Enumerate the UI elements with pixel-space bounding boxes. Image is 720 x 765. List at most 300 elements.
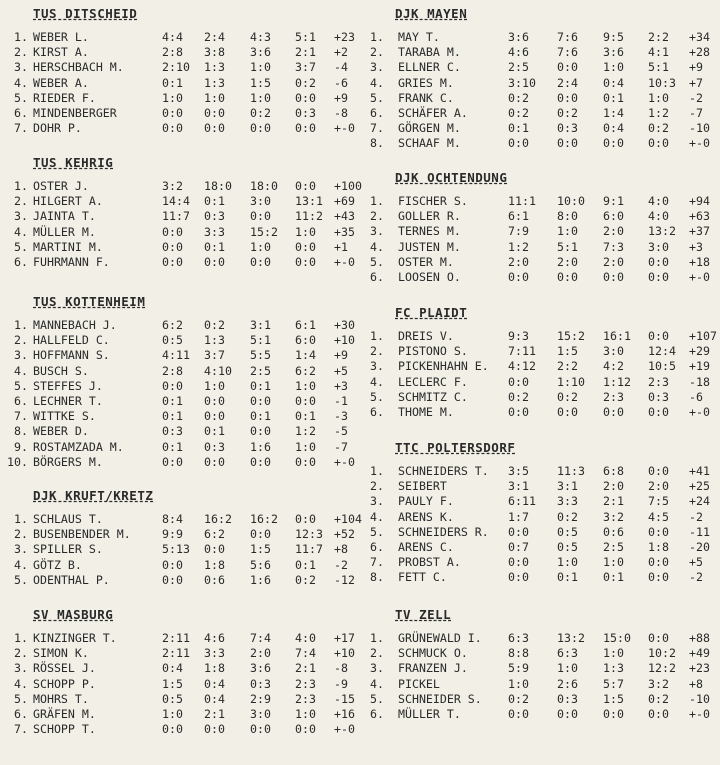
player-name: GOLLER R. xyxy=(398,209,461,224)
player-name: WEBER A. xyxy=(33,75,89,90)
player-rank: 2. xyxy=(14,333,28,348)
player-name: PISTONO S. xyxy=(398,344,468,359)
player-name: GÖTZ B. xyxy=(33,557,82,572)
player-row xyxy=(362,570,720,585)
score-2: 0:4 xyxy=(204,691,225,706)
score-1: 0:0 xyxy=(162,254,183,269)
point-diff: +9 xyxy=(689,60,703,75)
score-1: 0:0 xyxy=(162,224,183,239)
score-1: 0:0 xyxy=(162,722,183,737)
player-name: ELLNER C. xyxy=(398,60,461,75)
score-2: 1:8 xyxy=(204,557,225,572)
player-name: TERNES M. xyxy=(398,224,461,239)
point-diff: -4 xyxy=(334,60,348,75)
score-1: 11:1 xyxy=(508,194,536,208)
player-name: LECLERC F. xyxy=(398,374,468,389)
point-diff: +35 xyxy=(334,224,355,239)
player-row xyxy=(0,45,360,60)
player-rank: 3. xyxy=(14,661,28,676)
score-3: 2:0 xyxy=(603,479,624,494)
player-rank: 3. xyxy=(14,60,28,75)
score-2: 0:0 xyxy=(204,722,225,737)
player-rank: 4. xyxy=(14,363,28,378)
score-2: 0:6 xyxy=(204,572,225,587)
score-4: 0:1 xyxy=(295,557,316,572)
score-3: 9:1 xyxy=(603,194,624,208)
point-diff: -12 xyxy=(334,572,355,587)
point-diff: -6 xyxy=(689,389,703,404)
player-name: SCHNEIDERS T. xyxy=(398,464,489,478)
player-name: HALLFELD C. xyxy=(33,333,110,348)
score-3: 0:0 xyxy=(250,121,271,136)
score-1: 2:11 xyxy=(162,631,190,645)
score-3: 16:2 xyxy=(250,512,278,526)
score-4: 12:4 xyxy=(648,344,676,359)
score-1: 2:11 xyxy=(162,646,190,661)
player-name: RÖSSEL J. xyxy=(33,661,96,676)
player-name: PICKENHAHN E. xyxy=(398,359,489,374)
score-1: 4:12 xyxy=(508,359,536,374)
score-4: 2:1 xyxy=(295,45,316,60)
score-1: 0:0 xyxy=(508,374,529,389)
player-name: SEIBERT xyxy=(398,479,447,494)
score-2: 0:5 xyxy=(557,524,578,539)
score-4: 13:2 xyxy=(648,224,676,239)
point-diff: -1 xyxy=(334,393,348,408)
score-4: 1:0 xyxy=(295,378,316,393)
player-name: RIEDER F. xyxy=(33,90,96,105)
point-diff: +94 xyxy=(689,194,710,208)
score-3: 1:0 xyxy=(250,239,271,254)
score-2: 8:0 xyxy=(557,209,578,224)
score-3: 0:1 xyxy=(603,90,624,105)
score-1: 4:4 xyxy=(162,30,183,44)
score-2: 4:10 xyxy=(204,363,232,378)
score-2: 3:3 xyxy=(557,494,578,509)
player-name: LOOSEN O. xyxy=(398,269,461,284)
score-2: 1:0 xyxy=(204,378,225,393)
point-diff: +25 xyxy=(689,479,710,494)
point-diff: +18 xyxy=(689,254,710,269)
point-diff: -8 xyxy=(334,661,348,676)
team-title: TUS KEHRIG xyxy=(33,155,114,170)
score-2: 0:0 xyxy=(204,105,225,120)
score-2: 1:0 xyxy=(557,224,578,239)
player-row xyxy=(0,318,360,333)
player-rank: 6. xyxy=(14,393,28,408)
score-4: 0:0 xyxy=(648,329,669,343)
team-title: FC PLAIDT xyxy=(395,305,468,320)
score-4: 0:0 xyxy=(648,555,669,570)
score-4: 1:2 xyxy=(648,105,669,120)
score-3: 5:1 xyxy=(250,333,271,348)
score-2: 0:0 xyxy=(557,706,578,721)
score-2: 2:2 xyxy=(557,359,578,374)
player-row xyxy=(0,646,360,661)
point-diff: +41 xyxy=(689,464,710,478)
point-diff: +9 xyxy=(334,348,348,363)
score-3: 0:0 xyxy=(250,527,271,542)
score-2: 0:0 xyxy=(204,409,225,424)
player-rank: 6. xyxy=(370,269,384,284)
point-diff: +5 xyxy=(689,555,703,570)
player-name: KINZINGER T. xyxy=(33,631,117,645)
score-4: 0:2 xyxy=(648,691,669,706)
team-title: TUS KOTTENHEIM xyxy=(33,294,146,309)
score-1: 6:11 xyxy=(508,494,536,509)
score-4: 0:0 xyxy=(295,454,316,469)
score-3: 0:0 xyxy=(250,454,271,469)
score-4: 10:2 xyxy=(648,646,676,661)
player-name: ODENTHAL P. xyxy=(33,572,110,587)
score-3: 0:1 xyxy=(603,570,624,585)
point-diff: +3 xyxy=(334,378,348,393)
player-row xyxy=(362,270,720,285)
score-3: 2:0 xyxy=(250,646,271,661)
point-diff: +30 xyxy=(334,318,355,332)
point-diff: +69 xyxy=(334,194,355,209)
score-1: 0:1 xyxy=(162,439,183,454)
score-2: 2:1 xyxy=(204,706,225,721)
score-4: 12:3 xyxy=(295,527,323,542)
player-name: HOFFMANN S. xyxy=(33,348,110,363)
point-diff: +16 xyxy=(334,706,355,721)
score-4: 0:0 xyxy=(295,512,316,526)
player-name: SCHNEIDERS R. xyxy=(398,524,489,539)
score-2: 0:0 xyxy=(557,90,578,105)
score-4: 11:2 xyxy=(295,209,323,224)
point-diff: -2 xyxy=(689,90,703,105)
score-1: 0:0 xyxy=(162,378,183,393)
team-title: TUS DITSCHEID xyxy=(33,6,138,21)
score-1: 6:3 xyxy=(508,631,529,645)
score-4: 6:1 xyxy=(295,318,316,332)
player-rank: 4. xyxy=(370,75,384,90)
score-2: 0:2 xyxy=(557,389,578,404)
score-2: 6:2 xyxy=(204,527,225,542)
score-2: 0:3 xyxy=(557,121,578,136)
player-rank: 3. xyxy=(14,209,28,224)
point-diff: -15 xyxy=(334,691,355,706)
point-diff: -10 xyxy=(689,121,710,136)
score-2: 0:0 xyxy=(204,542,225,557)
score-3: 1:0 xyxy=(603,60,624,75)
player-row xyxy=(0,455,360,470)
score-3: 3:0 xyxy=(250,194,271,209)
score-1: 3:10 xyxy=(508,75,536,90)
player-name: ARENS K. xyxy=(398,509,454,524)
player-row xyxy=(362,194,720,209)
score-3: 0:0 xyxy=(603,269,624,284)
player-name: SPILLER S. xyxy=(33,542,103,557)
player-row xyxy=(362,464,720,479)
player-name: OSTER J. xyxy=(33,179,89,193)
score-3: 0:2 xyxy=(250,105,271,120)
point-diff: +7 xyxy=(689,75,703,90)
player-row xyxy=(362,45,720,60)
score-3: 6:8 xyxy=(603,464,624,478)
score-4: 0:0 xyxy=(648,631,669,645)
score-4: 0:0 xyxy=(295,722,316,737)
player-row xyxy=(0,722,360,737)
score-3: 0:0 xyxy=(250,722,271,737)
player-list xyxy=(0,512,360,588)
player-row xyxy=(0,364,360,379)
score-3: 3:6 xyxy=(603,45,624,60)
player-rank: 4. xyxy=(370,509,384,524)
score-2: 15:2 xyxy=(557,329,585,343)
score-2: 3:1 xyxy=(557,479,578,494)
score-3: 3:0 xyxy=(250,706,271,721)
player-rank: 7. xyxy=(14,722,28,737)
score-3: 9:5 xyxy=(603,30,624,44)
player-rank: 4. xyxy=(14,75,28,90)
player-row xyxy=(362,60,720,75)
player-rank: 1. xyxy=(14,318,28,332)
player-rank: 4. xyxy=(370,239,384,254)
player-name: FUHRMANN F. xyxy=(33,254,110,269)
point-diff: +-0 xyxy=(689,269,710,284)
player-rank: 6. xyxy=(370,105,384,120)
score-2: 6:3 xyxy=(557,646,578,661)
score-4: 2:3 xyxy=(295,691,316,706)
score-4: 1:0 xyxy=(295,439,316,454)
point-diff: -20 xyxy=(689,539,710,554)
score-4: 1:8 xyxy=(648,539,669,554)
player-list xyxy=(362,194,720,285)
score-3: 3:2 xyxy=(603,509,624,524)
player-rank: 5. xyxy=(370,389,384,404)
score-3: 0:0 xyxy=(603,404,624,419)
player-name: MAY T. xyxy=(398,30,440,44)
team-title: TV ZELL xyxy=(395,607,452,622)
point-diff: +10 xyxy=(334,333,355,348)
player-list xyxy=(362,30,720,152)
score-3: 1:6 xyxy=(250,572,271,587)
player-name: DREIS V. xyxy=(398,329,454,343)
player-row xyxy=(0,512,360,527)
player-rank: 4. xyxy=(370,374,384,389)
point-diff: -2 xyxy=(689,570,703,585)
player-name: SCHAAF M. xyxy=(398,136,461,151)
score-2: 0:5 xyxy=(557,539,578,554)
score-2: 5:1 xyxy=(557,239,578,254)
point-diff: +9 xyxy=(334,90,348,105)
player-row xyxy=(0,542,360,557)
player-rank: 8. xyxy=(370,136,384,151)
point-diff: +104 xyxy=(334,512,362,526)
player-row xyxy=(0,91,360,106)
player-rank: 2. xyxy=(14,45,28,60)
player-name: FETT C. xyxy=(398,570,447,585)
score-3: 2:0 xyxy=(603,224,624,239)
score-2: 0:3 xyxy=(204,209,225,224)
score-4: 0:1 xyxy=(295,409,316,424)
player-row xyxy=(362,677,720,692)
score-1: 3:2 xyxy=(162,179,183,193)
player-row xyxy=(0,121,360,136)
score-4: 0:0 xyxy=(295,393,316,408)
point-diff: +107 xyxy=(689,329,717,343)
player-rank: 5. xyxy=(370,524,384,539)
player-list xyxy=(0,179,360,270)
player-name: SCHOPP T. xyxy=(33,722,96,737)
score-4: 0:3 xyxy=(648,389,669,404)
player-rank: 6. xyxy=(370,706,384,721)
player-row xyxy=(0,30,360,45)
player-name: SCHLAUS T. xyxy=(33,512,103,526)
player-rank: 1. xyxy=(370,329,384,343)
point-diff: -11 xyxy=(689,524,710,539)
player-row xyxy=(0,348,360,363)
player-name: LECHNER T. xyxy=(33,393,103,408)
player-name: MINDENBERGER xyxy=(33,105,117,120)
point-diff: +24 xyxy=(689,494,710,509)
score-2: 0:1 xyxy=(557,570,578,585)
player-rank: 4. xyxy=(14,676,28,691)
score-4: 4:0 xyxy=(648,209,669,224)
score-1: 0:0 xyxy=(162,454,183,469)
score-4: 13:1 xyxy=(295,194,323,209)
point-diff: +37 xyxy=(689,224,710,239)
player-list xyxy=(362,631,720,722)
score-4: 2:0 xyxy=(648,479,669,494)
score-4: 0:0 xyxy=(648,706,669,721)
score-2: 1:3 xyxy=(204,333,225,348)
score-3: 3:1 xyxy=(250,318,271,332)
score-4: 4:5 xyxy=(648,509,669,524)
point-diff: +-0 xyxy=(689,404,710,419)
player-name: WEBER L. xyxy=(33,30,89,44)
score-1: 0:2 xyxy=(508,389,529,404)
score-4: 3:7 xyxy=(295,60,316,75)
score-1: 0:0 xyxy=(508,570,529,585)
point-diff: +100 xyxy=(334,179,362,193)
score-3: 7:4 xyxy=(250,631,271,645)
score-1: 5:13 xyxy=(162,542,190,557)
score-2: 0:2 xyxy=(204,318,225,332)
point-diff: +23 xyxy=(334,30,355,44)
score-3: 0:3 xyxy=(250,676,271,691)
score-1: 0:2 xyxy=(508,691,529,706)
score-3: 2:5 xyxy=(250,363,271,378)
score-2: 2:0 xyxy=(557,254,578,269)
score-4: 2:3 xyxy=(295,676,316,691)
player-row xyxy=(362,525,720,540)
score-4: 0:3 xyxy=(295,105,316,120)
point-diff: +10 xyxy=(334,646,355,661)
score-2: 10:0 xyxy=(557,194,585,208)
player-rank: 6. xyxy=(14,706,28,721)
score-4: 1:0 xyxy=(295,224,316,239)
score-1: 0:3 xyxy=(162,424,183,439)
score-4: 5:1 xyxy=(648,60,669,75)
score-1: 8:8 xyxy=(508,646,529,661)
player-rank: 1. xyxy=(14,631,28,645)
point-diff: +17 xyxy=(334,631,355,645)
score-2: 18:0 xyxy=(204,179,232,193)
score-4: 5:1 xyxy=(295,30,316,44)
score-2: 0:2 xyxy=(557,509,578,524)
score-4: 4:0 xyxy=(648,194,669,208)
score-1: 0:1 xyxy=(162,393,183,408)
score-1: 0:2 xyxy=(508,90,529,105)
score-1: 0:0 xyxy=(162,557,183,572)
player-rank: 6. xyxy=(370,539,384,554)
point-diff: +52 xyxy=(334,527,355,542)
player-row xyxy=(0,440,360,455)
point-diff: -5 xyxy=(334,424,348,439)
player-row xyxy=(362,646,720,661)
player-row xyxy=(362,76,720,91)
player-rank: 8. xyxy=(14,424,28,439)
player-rank: 1. xyxy=(14,179,28,193)
score-1: 0:0 xyxy=(508,404,529,419)
player-row xyxy=(0,394,360,409)
score-2: 0:0 xyxy=(204,454,225,469)
player-row xyxy=(362,30,720,45)
score-1: 6:1 xyxy=(508,209,529,224)
score-1: 0:5 xyxy=(162,333,183,348)
score-1: 2:5 xyxy=(508,60,529,75)
player-row xyxy=(362,494,720,509)
score-4: 0:2 xyxy=(295,572,316,587)
team-title: DJK KRUFT/KRETZ xyxy=(33,488,154,503)
player-row xyxy=(0,677,360,692)
player-row xyxy=(362,255,720,270)
score-3: 3:6 xyxy=(250,661,271,676)
player-row xyxy=(362,479,720,494)
player-row xyxy=(362,631,720,646)
score-2: 1:5 xyxy=(557,344,578,359)
score-2: 3:3 xyxy=(204,224,225,239)
player-name: GRÜNEWALD I. xyxy=(398,631,482,645)
player-name: PICKEL xyxy=(398,676,440,691)
score-4: 3:2 xyxy=(648,676,669,691)
score-3: 3:6 xyxy=(250,45,271,60)
score-1: 0:0 xyxy=(508,136,529,151)
player-rank: 5. xyxy=(14,572,28,587)
score-1: 9:9 xyxy=(162,527,183,542)
player-row xyxy=(362,405,720,420)
team-title: DJK MAYEN xyxy=(395,6,468,21)
score-1: 0:0 xyxy=(508,706,529,721)
player-rank: 10. xyxy=(7,454,28,469)
player-row xyxy=(362,136,720,151)
player-row xyxy=(0,255,360,270)
point-diff: +8 xyxy=(334,542,348,557)
score-3: 0:0 xyxy=(603,706,624,721)
point-diff: -2 xyxy=(689,509,703,524)
score-2: 1:0 xyxy=(204,90,225,105)
score-2: 0:1 xyxy=(204,239,225,254)
point-diff: +23 xyxy=(689,661,710,676)
score-1: 1:0 xyxy=(162,706,183,721)
point-diff: -8 xyxy=(334,105,348,120)
player-name: TARABA M. xyxy=(398,45,461,60)
score-3: 0:0 xyxy=(250,209,271,224)
player-name: SCHOPP P. xyxy=(33,676,96,691)
score-1: 1:0 xyxy=(508,676,529,691)
score-4: 1:4 xyxy=(295,348,316,363)
score-2: 4:6 xyxy=(204,631,225,645)
player-name: JUSTEN M. xyxy=(398,239,461,254)
point-diff: +5 xyxy=(334,363,348,378)
player-row xyxy=(0,661,360,676)
score-3: 1:0 xyxy=(603,555,624,570)
player-row xyxy=(362,106,720,121)
player-name: MÜLLER T. xyxy=(398,706,461,721)
